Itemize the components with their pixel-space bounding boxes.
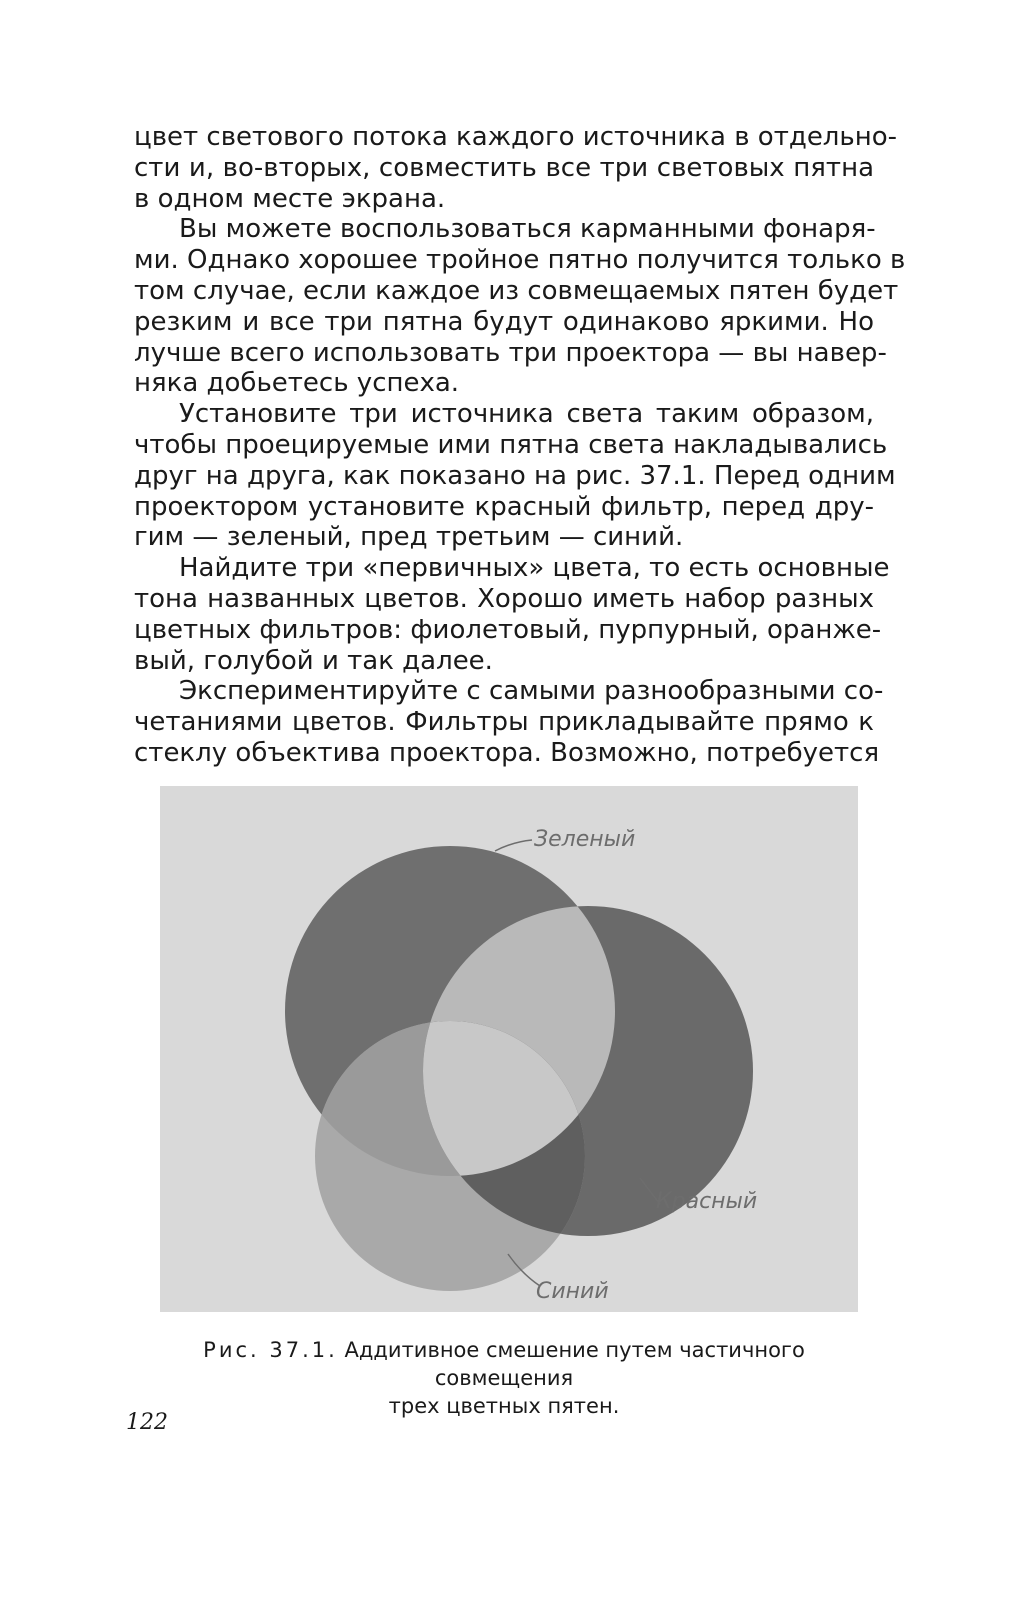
text-line: Вы можете воспользоваться карманными фонаря- <box>179 214 876 245</box>
text-line: Установите три источника света таким образом, <box>179 399 874 430</box>
paragraph <box>134 214 906 399</box>
text-line: чтобы проецируемые ими пятна света накладывались <box>134 429 888 460</box>
label-red: Красный <box>656 1189 758 1214</box>
label-blue: Синий <box>536 1279 609 1304</box>
text-line: Найдите три «первичных» цвета, то есть основные <box>179 553 890 584</box>
figure-additive-mixing <box>160 786 858 1312</box>
caption-line-2: трех цветных пятен. <box>388 1394 620 1418</box>
text-line: гим — зеленый, пред третьим — синий. <box>134 522 684 553</box>
text-line: том случае, если каждое из совмещаемых пятен будет <box>134 275 899 306</box>
text-line: четаниями цветов. Фильтры прикладывайте прямо к <box>134 707 874 738</box>
page-number: 122 <box>126 1410 168 1435</box>
label-green: Зеленый <box>534 827 636 852</box>
text-line: цвет светового потока каждого источника в отдельно- <box>134 122 898 152</box>
text-line: резким и все три пятна будут одинаково яркими. Но <box>134 306 874 337</box>
body-text <box>134 122 906 769</box>
paragraph <box>134 399 896 553</box>
text-line: сти и, во-вторых, совместить все три световых пятна <box>134 152 874 183</box>
venn-diagram <box>160 786 858 1312</box>
text-line: лучше всего использовать три проектора — вы навер- <box>134 337 887 368</box>
text-line: друг на друга, как показано на рис. 37.1. Перед одним <box>134 460 896 491</box>
caption-line-1: Аддитивное смешение путем частичного совмещения <box>344 1338 805 1390</box>
text-line: вый, голубой и так далее. <box>134 645 493 676</box>
text-line: Экспериментируйте с самыми разнообразными со- <box>179 676 884 707</box>
text-line: цветных фильтров: фиолетовый, пурпурный, оранже- <box>134 614 882 645</box>
text-line: проектором установите красный фильтр, перед дру- <box>134 491 874 522</box>
paragraph <box>134 553 890 676</box>
text-line: в одном месте экрана. <box>134 183 446 214</box>
text-line: ми. Однако хорошее тройное пятно получится только в <box>134 245 906 276</box>
figure-caption <box>134 1336 874 1420</box>
caption-label: Рис. 37.1. <box>203 1338 338 1362</box>
paragraph <box>134 122 898 214</box>
paragraph <box>134 676 884 768</box>
text-line: няка добьетесь успеха. <box>134 368 460 399</box>
text-line: стеклу объектива проектора. Возможно, потребуется <box>134 737 880 768</box>
text-line: тона названных цветов. Хорошо иметь набор разных <box>134 583 874 614</box>
